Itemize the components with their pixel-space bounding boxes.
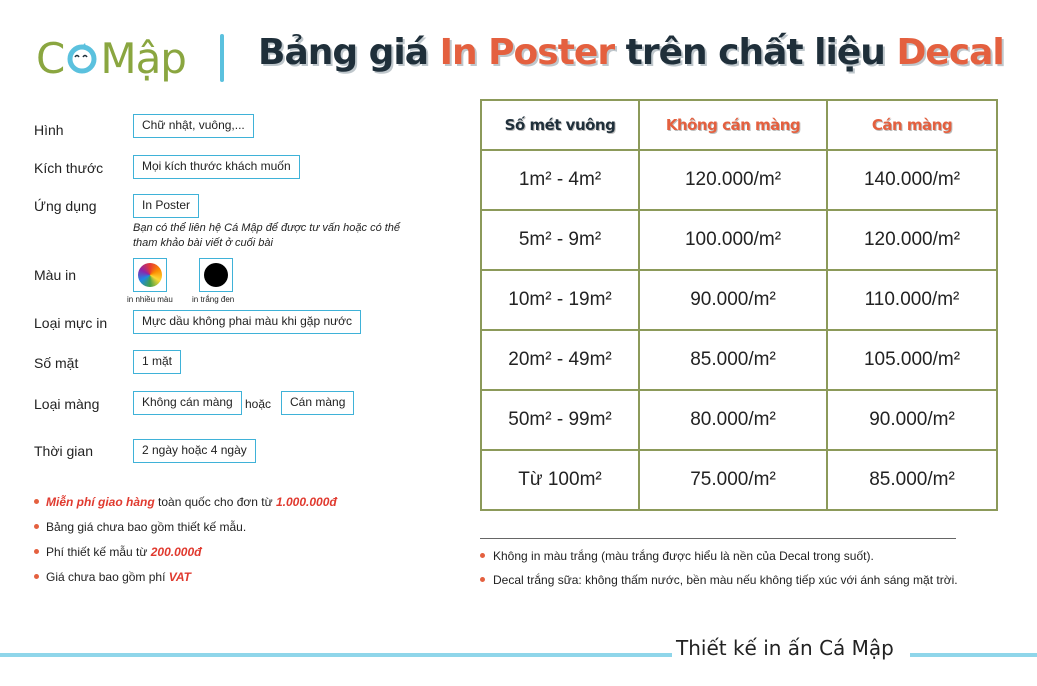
color-wheel-icon <box>138 263 162 287</box>
table-row <box>481 210 997 270</box>
area-cell: Từ 100m² <box>481 450 639 510</box>
logo-text-part2: Mập <box>100 33 186 83</box>
terms-list <box>34 494 337 594</box>
price-lamination-cell: 90.000/m² <box>827 390 997 450</box>
ink-label: Loại mực in <box>34 315 108 331</box>
shape-value-box: Chữ nhật, vuông,... <box>133 114 254 138</box>
color-option-bw-caption: in trắng đen <box>192 295 235 304</box>
usage-label: Ứng dụng <box>34 198 97 214</box>
price-no-lamination-cell: 120.000/m² <box>639 150 827 210</box>
size-label: Kích thước <box>34 160 104 176</box>
material-notes <box>480 548 958 596</box>
title-part1: Bảng giá <box>258 32 440 73</box>
price-lamination-cell: 105.000/m² <box>827 330 997 390</box>
shape-label: Hình <box>34 122 64 138</box>
area-cell: 50m² - 99m² <box>481 390 639 450</box>
time-value-box: 2 ngày hoặc 4 ngày <box>133 439 256 463</box>
list-item: Không in màu trắng (màu trắng được hiểu là nền của Decal trong suốt). <box>480 548 958 572</box>
title-highlight-poster: In Poster <box>439 32 615 73</box>
price-lamination-cell: 140.000/m² <box>827 150 997 210</box>
film-option-no-lamination: Không cán màng <box>133 391 242 415</box>
page-title <box>258 32 1004 73</box>
area-cell: 20m² - 49m² <box>481 330 639 390</box>
price-no-lamination-cell: 85.000/m² <box>639 330 827 390</box>
film-label: Loại màng <box>34 396 100 412</box>
footer-brand-text: Thiết kế in ấn Cá Mập <box>676 636 894 660</box>
sides-label: Số mặt <box>34 355 79 371</box>
film-or-text: hoặc <box>245 397 272 411</box>
free-shipping-highlight: Miễn phí giao hàng <box>46 495 155 509</box>
header-divider <box>220 34 224 82</box>
vat-text: Giá chưa bao gồm phí <box>46 570 169 584</box>
area-cell: 10m² - 19m² <box>481 270 639 330</box>
logo <box>36 30 186 86</box>
title-part3: trên chất liệu <box>614 32 897 73</box>
time-label: Thời gian <box>34 443 93 459</box>
table-header-row <box>481 100 997 150</box>
sides-value-box: 1 mặt <box>133 350 181 374</box>
color-swatch-multi <box>133 258 167 292</box>
table-row <box>481 450 997 510</box>
area-cell: 5m² - 9m² <box>481 210 639 270</box>
table-row <box>481 150 997 210</box>
price-table <box>480 99 998 511</box>
price-lamination-cell: 110.000/m² <box>827 270 997 330</box>
title-highlight-decal: Decal <box>896 32 1004 73</box>
price-no-lamination-cell: 90.000/m² <box>639 270 827 330</box>
design-fee-amount: 200.000đ <box>150 545 202 559</box>
price-lamination-cell: 85.000/m² <box>827 450 997 510</box>
list-item <box>34 544 337 569</box>
list-item <box>34 569 337 594</box>
table-row <box>481 390 997 450</box>
design-excluded-text: Bảng giá chưa bao gồm thiết kế mẫu. <box>46 520 247 534</box>
size-value-box: Mọi kích thước khách muốn <box>133 155 300 179</box>
usage-value-box: In Poster <box>133 194 199 218</box>
list-item <box>34 494 337 519</box>
usage-note: Bạn có thể liên hệ Cá Mập để được tư vấn hoặc có thể tham khảo bài viết ở cuối bài <box>133 222 401 249</box>
list-item: Decal trắng sữa: không thấm nước, bền màu nếu không tiếp xúc với ánh sáng mặt trời. <box>480 572 958 596</box>
fish-icon <box>65 41 99 75</box>
table-row <box>481 270 997 330</box>
footer-line-right <box>910 653 1037 657</box>
color-label: Màu in <box>34 267 77 283</box>
list-item <box>34 519 337 544</box>
header-no-lamination: Không cán màng <box>639 100 827 150</box>
price-no-lamination-cell: 75.000/m² <box>639 450 827 510</box>
color-option-multi-caption: in nhiều màu <box>127 295 173 304</box>
free-shipping-text: toàn quốc cho đơn từ <box>154 495 276 509</box>
header-area: Số mét vuông <box>481 100 639 150</box>
area-cell: 1m² - 4m² <box>481 150 639 210</box>
film-option-lamination: Cán màng <box>281 391 354 415</box>
design-fee-text: Phí thiết kế mẫu từ <box>46 545 151 559</box>
vat-highlight: VAT <box>168 570 191 584</box>
free-shipping-amount: 1.000.000đ <box>275 495 337 509</box>
logo-text-part1: C <box>36 33 65 83</box>
price-no-lamination-cell: 100.000/m² <box>639 210 827 270</box>
price-lamination-cell: 120.000/m² <box>827 210 997 270</box>
table-row <box>481 330 997 390</box>
price-no-lamination-cell: 80.000/m² <box>639 390 827 450</box>
color-swatch-bw <box>199 258 233 292</box>
footer-line-left <box>0 653 672 657</box>
notes-divider <box>480 538 956 539</box>
header-lamination: Cán màng <box>827 100 997 150</box>
ink-value-box: Mực dầu không phai màu khi gặp nước <box>133 310 361 334</box>
black-circle-icon <box>204 263 228 287</box>
